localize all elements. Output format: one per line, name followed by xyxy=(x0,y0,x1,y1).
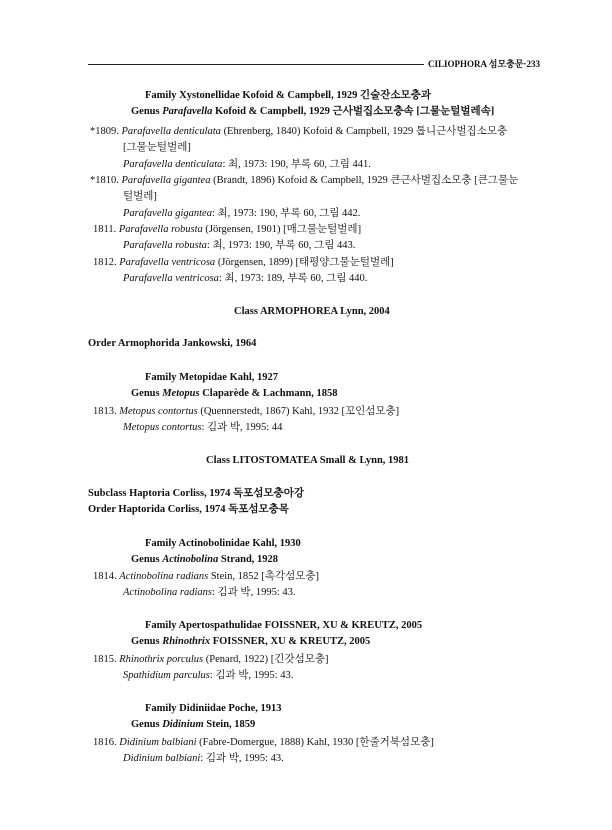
genus-heading: Genus Rhinothrix FOISSNER, XU & KREUTZ, 2005 xyxy=(131,636,371,647)
header-rule xyxy=(88,64,424,65)
family-heading: Family Xystonellidae Kofoid & Campbell, 1929 긴술잔소모충과 xyxy=(145,90,431,101)
synonym-reference: Parafavella ventricosa: 최, 1973: 189, 부록 60, 그림 440. xyxy=(123,273,368,284)
species-entry: *1810. Parafavella gigantea (Brandt, 1896) Kofoid & Campbell, 1929 큰근사벌집소모충 [큰그물눈 xyxy=(90,175,519,186)
class-heading: Class ARMOPHOREA Lynn, 2004 xyxy=(234,306,390,317)
synonym-reference: Actinobolina radians: 김과 박, 1995: 43. xyxy=(123,587,296,598)
synonym-reference: Parafavella denticulata: 최, 1973: 190, 부록 60, 그림 441. xyxy=(123,159,371,170)
class-heading: Class LITOSTOMATEA Small & Lynn, 1981 xyxy=(206,455,410,466)
family-heading: Family Actinobolinidae Kahl, 1930 xyxy=(145,538,301,549)
synonym-reference: Parafavella robusta: 최, 1973: 190, 부록 60, 그림 443. xyxy=(123,240,356,251)
species-entry-cont: 털벌레] xyxy=(123,191,157,202)
species-entry-cont: [그물눈털벌레] xyxy=(123,142,191,153)
species-entry: *1809. Parafavella denticulata (Ehrenberg, 1840) Kofoid & Campbell, 1929 톱니근사벌집소모충 xyxy=(90,126,508,137)
species-entry: 1812. Parafavella ventricosa (Jörgensen, 1899) [태평양그물눈털벌레] xyxy=(93,257,394,268)
genus-heading: Genus Metopus Claparède & Lachmann, 1858 xyxy=(131,388,338,399)
synonym-reference: Metopus contortus: 김과 박, 1995: 44 xyxy=(123,422,283,433)
genus-heading: Genus Parafavella Kofoid & Campbell, 1929 근사벌집소모충속 [그물눈털벌레속] xyxy=(131,106,495,117)
family-heading: Family Didiniidae Poche, 1913 xyxy=(145,703,282,714)
species-entry: 1814. Actinobolina radians Stein, 1852 [촉각섬모충] xyxy=(93,571,320,582)
synonym-reference: Parafavella gigantea: 최, 1973: 190, 부록 60, 그림 442. xyxy=(123,208,361,219)
family-heading: Family Apertospathulidae FOISSNER, XU & KREUTZ, 2005 xyxy=(145,620,423,631)
synonym-reference: Didinium balbiani: 김과 박, 1995: 43. xyxy=(123,753,284,764)
genus-heading: Genus Actinobolina Strand, 1928 xyxy=(131,554,279,565)
synonym-reference: Spathidium parculus: 김과 박, 1995: 43. xyxy=(123,670,294,681)
order-heading: Order Armophorida Jankowski, 1964 xyxy=(88,338,257,349)
family-heading: Family Metopidae Kahl, 1927 xyxy=(145,372,278,383)
subclass-heading: Subclass Haptoria Corliss, 1974 독포섬모충아강 xyxy=(88,488,304,499)
running-header: CILIOPHORA 섬모충문·233 xyxy=(428,59,541,69)
species-entry: 1811. Parafavella robusta (Jörgensen, 1901) [매그물눈털벌레] xyxy=(93,224,362,235)
species-entry: 1816. Didinium balbiani (Fabre-Domergue, 1888) Kahl, 1930 [한줄거북섬모충] xyxy=(93,737,434,748)
species-entry: 1815. Rhinothrix porculus (Penard, 1922) [긴갓섬모충] xyxy=(93,654,329,665)
species-entry: 1813. Metopus contortus (Quennerstedt, 1867) Kahl, 1932 [꼬인섬모충] xyxy=(93,406,400,417)
genus-heading: Genus Didinium Stein, 1859 xyxy=(131,719,256,730)
order-heading: Order Haptorida Corliss, 1974 독포섬모충목 xyxy=(88,504,289,515)
